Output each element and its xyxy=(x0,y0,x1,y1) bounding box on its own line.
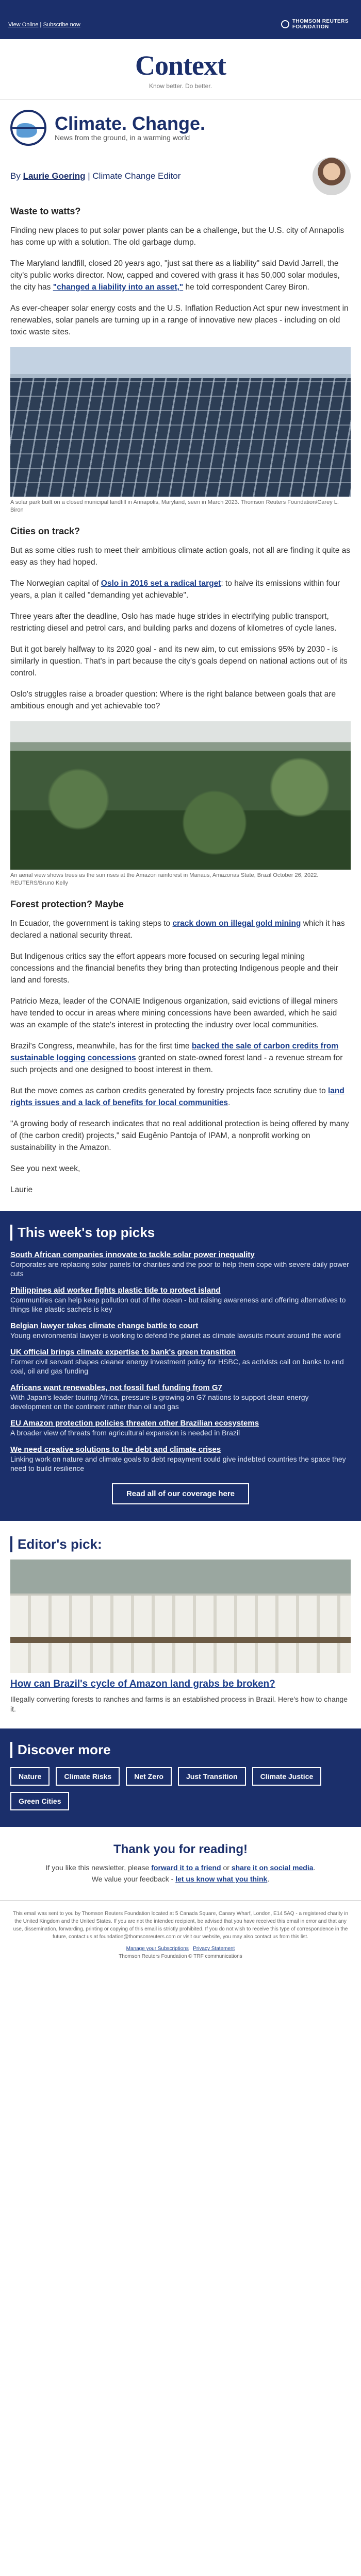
pick-desc: Young environmental lawyer is working to defend the planet as climate lawsuits mount around the world xyxy=(10,1331,341,1340)
text: he told correspondent Carey Biron. xyxy=(183,283,309,292)
text: which it has declared a national security threat. xyxy=(10,919,345,940)
paragraph xyxy=(10,578,351,601)
asset-link[interactable]: "changed a liability into an asset," xyxy=(53,283,184,292)
editors-pick-heading: Editor's pick: xyxy=(10,1536,351,1552)
paragraph: Patricio Meza, leader of the CONAIE Indigenous organization, said evictions of illegal miners have tended to occur in areas where mining concessions have been awarded, which he said was an example of the state's interest in protecting the industry over local communities. xyxy=(10,997,338,1029)
author-link[interactable]: Laurie Goering xyxy=(23,171,86,181)
text: Brazil's Congress, meanwhile, has for the first time xyxy=(10,1042,192,1050)
pick-item xyxy=(10,1321,351,1340)
text: If you like this newsletter, please xyxy=(45,1863,152,1872)
editors-pick-section xyxy=(0,1521,361,1719)
topic-chip-just-transition[interactable]: Just Transition xyxy=(178,1767,246,1786)
text: . xyxy=(267,1875,270,1883)
top-picks-section xyxy=(0,1211,361,1521)
forward-link[interactable]: forward it to a friend xyxy=(151,1863,221,1872)
brand-header xyxy=(0,39,361,99)
section-heading: Cities on track? xyxy=(10,526,80,536)
pick-title-link[interactable]: UK official brings climate expertise to bank's green transition xyxy=(10,1348,236,1357)
topic-chip-climate-risks[interactable]: Climate Risks xyxy=(56,1767,120,1786)
pick-desc: Communities can help keep pollution out of the ocean - but raising awareness and offering alternatives to things like plastic sachets is key xyxy=(10,1296,346,1313)
section-heading: Waste to watts? xyxy=(10,206,81,216)
top-bar xyxy=(0,0,361,39)
cattle-photo[interactable] xyxy=(10,1560,351,1673)
share-line xyxy=(10,1862,351,1873)
brand-tagline: Know better. Do better. xyxy=(149,82,212,90)
topic-chip-nature[interactable]: Nature xyxy=(10,1767,50,1786)
paragraph: But Indigenous critics say the effort appears more focused on securing legal mining concessions and the financial benefits they bring than protecting Indigenous people and their land and forests. xyxy=(10,952,338,985)
text: In Ecuador, the government is taking steps to xyxy=(10,919,173,928)
share-link[interactable]: share it on social media xyxy=(231,1863,314,1872)
pick-title-link[interactable]: Belgian lawyer takes climate change battle to court xyxy=(10,1321,199,1330)
pick-desc: A broader view of threats from agricultural expansion is needed in Brazil xyxy=(10,1429,240,1437)
top-links xyxy=(8,22,80,28)
solar-park-photo xyxy=(10,347,351,497)
paragraph xyxy=(10,258,351,293)
section-heading: Forest protection? Maybe xyxy=(10,899,124,909)
topic-chips xyxy=(10,1767,351,1810)
author-role: Climate Change Editor xyxy=(92,171,181,181)
paragraph: Finding new places to put solar power plants can be a challenge, but the U.S. city of Annapolis has come up with a solution. The old garbage dump. xyxy=(10,226,344,247)
topic-chip-net-zero[interactable]: Net Zero xyxy=(126,1767,172,1786)
discover-heading: Discover more xyxy=(10,1742,351,1758)
article-body xyxy=(0,206,361,1196)
byline xyxy=(10,171,180,181)
editors-pick-desc: Illegally converting forests to ranches and farms is an established process in Brazil. Here's how to change it. xyxy=(10,1695,348,1713)
newsletter-header xyxy=(0,99,361,152)
newsletter-subtitle: News from the ground, in a warming world xyxy=(55,133,190,142)
pick-desc: Linking work on nature and climate goals to debt repayment could give indebted countries the space they need to build resilience xyxy=(10,1455,346,1472)
byline-separator: | xyxy=(88,171,90,181)
privacy-link[interactable]: Privacy Statement xyxy=(193,1946,235,1952)
thanks-heading: Thank you for reading! xyxy=(113,1842,248,1856)
paragraph: As ever-cheaper solar energy costs and the U.S. Inflation Reduction Act spur new investment in renewables, solar panels are turning up in a range of innovative new places - including on old toxic waste sites. xyxy=(10,304,349,336)
gold-mining-link[interactable]: crack down on illegal gold mining xyxy=(172,919,301,928)
signature: Laurie xyxy=(10,1185,33,1194)
oslo-link[interactable]: Oslo in 2016 set a radical target xyxy=(101,579,221,588)
pick-title-link[interactable]: Philippines aid worker fights plastic tide to protect island xyxy=(10,1286,221,1295)
carbon-credits-link[interactable]: backed the sale of carbon credits from sustainable logging concessions xyxy=(10,1042,339,1062)
text: But the move comes as carbon credits generated by forestry projects face scrutiny due to xyxy=(10,1087,328,1095)
paragraph: But it got barely halfway to its 2020 goal - and its new aim, to cut emissions 95% by 2030 - is similarly in question. That's in part because the city's goals depend on national actions out of its control. xyxy=(10,645,348,677)
pick-title-link[interactable]: South African companies innovate to tackle solar power inequality xyxy=(10,1250,255,1259)
text: The Maryland landfill, closed 20 years ago, "just sat there as a liability" said David Jarrell, the city's public works director. Now, capped and covered with grass it has 50,000 solar modules, the city has xyxy=(10,259,340,292)
subscribe-link[interactable]: Subscribe now xyxy=(43,22,80,28)
pick-item xyxy=(10,1347,351,1376)
paragraph: "A growing body of research indicates that no real additional protection is being offered by many of (the carbon credit) projects," said Eugênio Pantoja of IPAM, a nonprofit working on sustainability in the Amazon. xyxy=(10,1120,349,1152)
newsletter-title: Climate. Change. xyxy=(55,112,206,134)
text: : to halve its emissions within four years, a plan it called "demanding yet achievable". xyxy=(10,579,340,600)
topic-chip-climate-justice[interactable]: Climate Justice xyxy=(252,1767,322,1786)
paragraph xyxy=(10,918,351,941)
pick-desc: Corporates are replacing solar panels for charities and the poor to help them cope with severe daily power cuts xyxy=(10,1260,349,1278)
read-all-coverage-button[interactable]: Read all of our coverage here xyxy=(112,1483,249,1504)
footer xyxy=(0,1901,361,1970)
manage-subscriptions-link[interactable]: Manage your Subscriptions xyxy=(126,1946,189,1952)
discover-section xyxy=(0,1728,361,1827)
byline-prefix: By xyxy=(10,171,21,181)
paragraph: Oslo's struggles raise a broader question: Where is the right balance between goals that are ambitious enough and yet achievable too? xyxy=(10,690,336,710)
author-avatar xyxy=(313,157,351,195)
feedback-link[interactable]: let us know what you think xyxy=(175,1875,268,1883)
pick-item xyxy=(10,1445,351,1473)
pick-item xyxy=(10,1250,351,1278)
footer-copyright: Thomson Reuters Foundation © TRF communications xyxy=(119,1954,242,1959)
photo-caption: An aerial view shows trees as the sun rises at the Amazon rainforest in Manaus, Amazonas State, Brazil October 26, 2022. REUTERS/Bruno Kelly xyxy=(10,872,319,886)
trf-line-1: THOMSON REUTERS xyxy=(292,19,349,24)
text: or xyxy=(221,1863,232,1872)
photo-caption: A solar park built on a closed municipal landfill in Annapolis, Maryland, seen in March 2023. Thomson Reuters Foundation/Carey L. Biron xyxy=(10,499,339,513)
globe-icon xyxy=(10,110,46,146)
topic-chip-green-cities[interactable]: Green Cities xyxy=(10,1792,69,1810)
amazon-photo xyxy=(10,721,351,870)
text: granted on state-owned forest land - a revenue stream for such projects and one designed to boost interest in them. xyxy=(10,1054,343,1074)
text: We value your feedback - xyxy=(91,1875,176,1883)
paragraph xyxy=(10,1085,351,1109)
land-rights-link[interactable]: land rights issues and a lack of benefits for local communities xyxy=(10,1087,344,1107)
author-row xyxy=(0,152,361,206)
pick-item xyxy=(10,1418,351,1437)
thanks-section xyxy=(0,1827,361,1901)
text: The Norwegian capital of xyxy=(10,579,101,588)
view-online-link[interactable]: View Online xyxy=(8,22,39,28)
pick-desc: With Japan's leader touring Africa, pressure is growing on G7 nations to support clean energy development on the continent rather than oil and gas xyxy=(10,1393,309,1411)
paragraph: But as some cities rush to meet their ambitious climate action goals, not all are finding it quite as easy as they had hoped. xyxy=(10,546,351,567)
text: . xyxy=(228,1098,231,1107)
pick-title-link[interactable]: We need creative solutions to the debt and climate crises xyxy=(10,1445,221,1454)
top-picks-heading: This week's top picks xyxy=(10,1225,351,1241)
footer-text: This email was sent to you by Thomson Reuters Foundation located at 5 Canada Square, Canary Wharf, London, E14 5AQ - a registered charity in the United Kingdom and the United States. If you are not the intended recipient, be advised that you have received this email in error and that any use, dissemination, forwarding, printing or copying of this email is strictly prohibited. If you do not wish to receive this type of correspondence in the future, contact us at foundation@thomsonreuters.com or visit our website, you may also contact us from this list. xyxy=(12,1911,349,1940)
top-links-separator: | xyxy=(40,22,42,28)
trf-circle-icon xyxy=(281,20,289,28)
paragraph: Three years after the deadline, Oslo has made huge strides in electrifying public transport, restricting diesel and petrol cars, and building parks and dozens of kilometres of cycle lanes. xyxy=(10,612,337,633)
pick-item xyxy=(10,1383,351,1411)
text: . xyxy=(313,1863,316,1872)
pick-title-link[interactable]: Africans want renewables, not fossil fuel funding from G7 xyxy=(10,1383,222,1392)
editors-pick-title-link[interactable]: How can Brazil's cycle of Amazon land grabs be broken? xyxy=(10,1679,275,1689)
trf-line-2: FOUNDATION xyxy=(292,24,329,30)
pick-desc: Former civil servant shapes cleaner energy investment policy for HSBC, as activists call on banks to end coal, oil and gas funding xyxy=(10,1358,344,1375)
feedback-line xyxy=(10,1873,351,1885)
paragraph xyxy=(10,1040,351,1076)
signoff: See you next week, xyxy=(10,1164,80,1173)
trf-logo[interactable] xyxy=(281,19,349,30)
pick-item xyxy=(10,1285,351,1314)
brand-name: Context xyxy=(135,50,226,81)
pick-title-link[interactable]: EU Amazon protection policies threaten other Brazilian ecosystems xyxy=(10,1419,259,1428)
